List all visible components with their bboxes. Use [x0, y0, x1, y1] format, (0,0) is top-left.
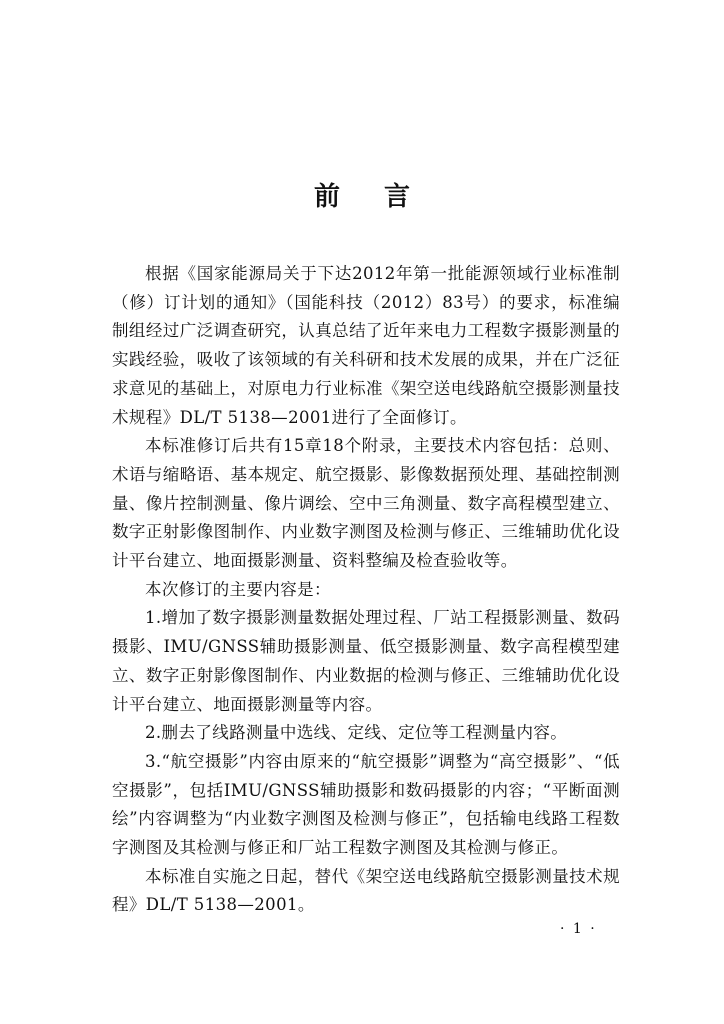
paragraph-replacement: 本标准自实施之日起，替代《架空送电线路航空摄影测量技术规程》DL/T 5138—2001。: [112, 866, 620, 915]
page-title: 前言: [313, 182, 454, 212]
paragraph-revision-item-1: 1.增加了数字摄影测量数据处理过程、厂站工程摄影测量、数码摄影、IMU/GNSS辅助摄影测量、低空摄影测量、数字高程模型建立、数字正射影像图制作、内业数据的检测与修正、三维辅助优化设计平台建立、地面摄影测量等内容。: [112, 608, 620, 714]
paragraph-revision-intro: 本次修订的主要内容是：: [145, 579, 331, 599]
paragraph-basis: 根据《国家能源局关于下达2012年第一批能源领域行业标准制（修）订计划的通知》（国能科技（2012）83号）的要求，标准编制组经过广泛调查研究，认真总结了近年来电力工程数字摄影测量的实践经验，吸收了该领域的有关科研和技术发展的成果，并在广泛征求意见的基础上，对原电力行业标准《架空送电线路航空摄影测量技术规程》DL/T 5138—2001进行了全面修订。: [112, 264, 620, 427]
body-text: [112, 260, 620, 920]
paragraph-revision-item-3: 3.“航空摄影”内容由原来的“航空摄影”调整为“高空摄影”、“低空摄影”，包括IMU/GNSS辅助摄影和数码摄影的内容；“平断面测绘”内容调整为“内业数字测图及检测与修正”，包括输电线路工程数字测图及其检测与修正和厂站工程数字测图及其检测与修正。: [112, 751, 620, 858]
paragraph-main-content: 本标准修订后共有15章18个附录，主要技术内容包括：总则、术语与缩略语、基本规定、航空摄影、影像数据预处理、基础控制测量、像片控制测量、像片调绘、空中三角测量、数字高程模型建立、数字正射影像图制作、内业数字测图及检测与修正、三维辅助优化设计平台建立、地面摄影测量、资料整编及检查验收等。: [112, 436, 620, 571]
page-number: · 1 ·: [560, 921, 597, 937]
paragraph-revision-item-2: 2.删去了线路测量中选线、定线、定位等工程测量内容。: [145, 723, 568, 743]
